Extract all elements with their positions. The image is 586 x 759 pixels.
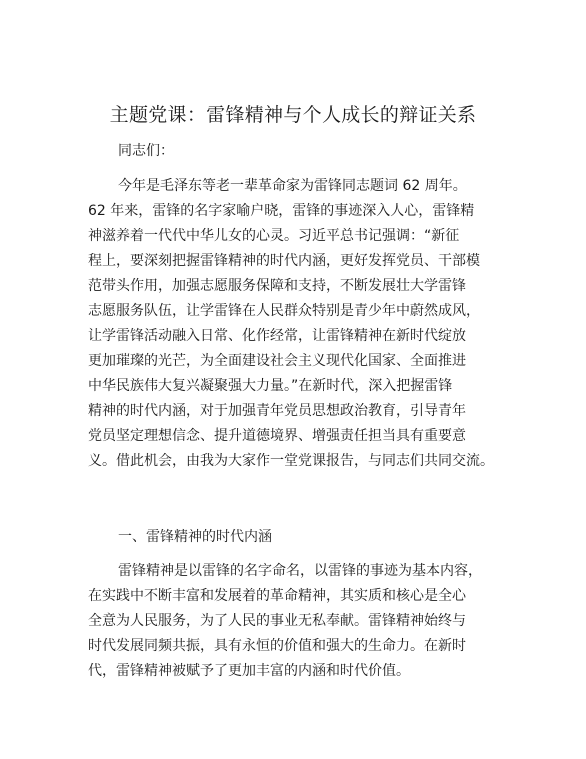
paragraph-line: 全意为人民服务，为了人民的事业无私奉献。雷锋精神始终与: [88, 613, 466, 629]
paragraph-line: 62 年来，雷锋的名字家喻户晓，雷锋的事迹深入人心，雷锋精: [88, 203, 475, 219]
paragraph-line: 义。借此机会，由我为大家作一堂党课报告，与同志们共同交流。: [88, 453, 494, 469]
section-heading: 一、雷锋精神的时代内涵: [118, 529, 272, 545]
paragraph-line: 志愿服务队伍，让学雷锋在人民群众特别是青少年中蔚然成风，: [88, 303, 480, 319]
paragraph-line: 范带头作用，加强志愿服务保障和支持，不断发展壮大学雷锋: [88, 278, 466, 294]
paragraph-line: 程上，要深刻把握雷锋精神的时代内涵，更好发挥党员、干部模: [88, 253, 480, 269]
document-title: 主题党课：雷锋精神与个人成长的辩证关系: [109, 104, 477, 126]
paragraph-line: 精神的时代内涵，对于加强青年党员思想政治教育，引导青年: [88, 403, 466, 419]
paragraph-line: 雷锋精神是以雷锋的名字命名，以雷锋的事迹为基本内容，: [118, 563, 482, 579]
paragraph-line: 党员坚定理想信念、提升道德境界、增强责任担当具有重要意: [88, 428, 466, 444]
paragraph-line: 神滋养着一代代中华儿女的心灵。习近平总书记强调：“新征: [88, 228, 460, 244]
salutation: 同志们：: [118, 143, 174, 159]
paragraph-line: 代，雷锋精神被赋予了更加丰富的内涵和时代价值。: [88, 663, 410, 679]
paragraph-line: 让学雷锋活动融入日常、化作经常，让雷锋精神在新时代绽放: [88, 328, 466, 344]
paragraph-line: 更加璀璨的光芒，为全面建设社会主义现代化国家、全面推进: [88, 353, 466, 369]
paragraph-line: 中华民族伟大复兴凝聚强大力量。”在新时代，深入把握雷锋: [88, 378, 453, 394]
paragraph-line: 时代发展同频共振，具有永恒的价值和强大的生命力。在新时: [88, 638, 466, 654]
paragraph-line: 在实践中不断丰富和发展着的革命精神，其实质和核心是全心: [88, 588, 466, 604]
paragraph-line: 今年是毛泽东等老一辈革命家为雷锋同志题词 62 周年。: [118, 178, 467, 194]
